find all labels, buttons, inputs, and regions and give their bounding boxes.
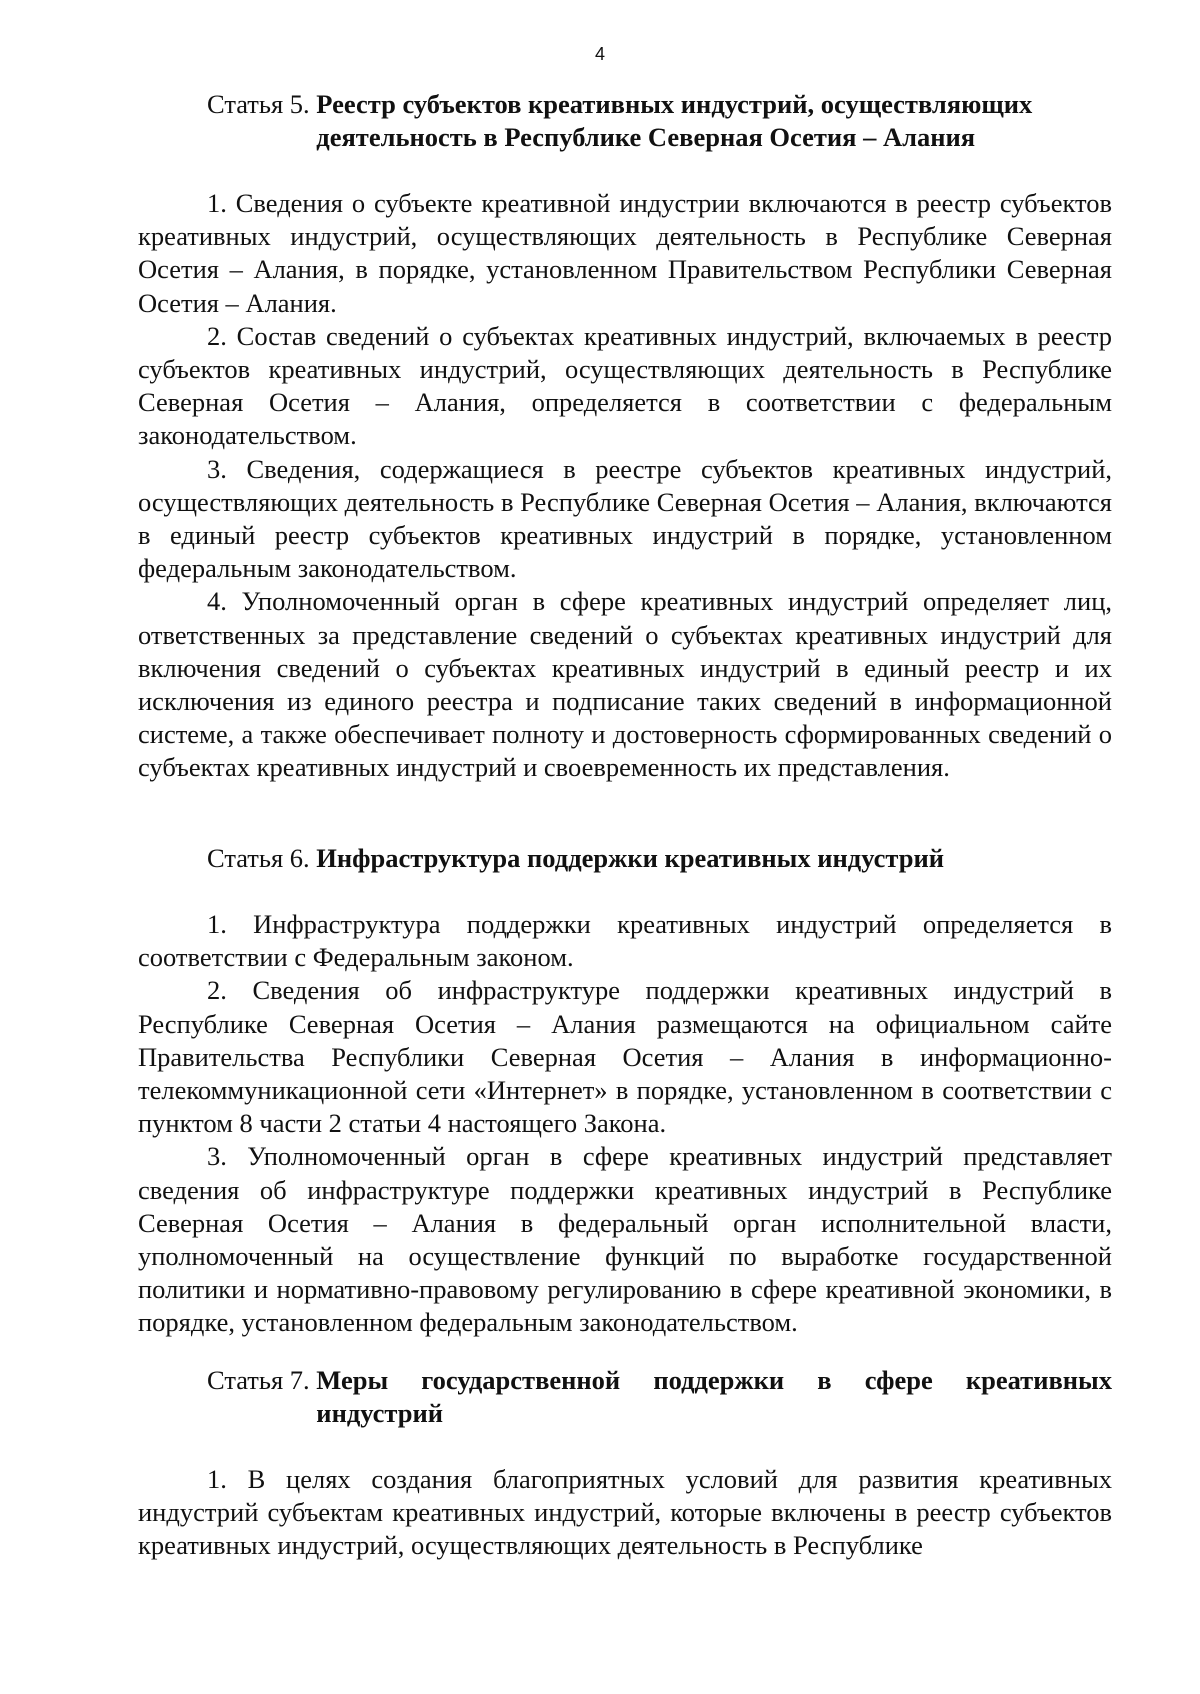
article-5-paragraph-1: 1. Сведения о субъекте креативной индустрии включаются в реестр субъектов креативных индустрий, осуществляющих деятельность в Республике Северная Осетия – Алания, в порядке, установленном Правительством Республики Северная Осетия – Алания.	[138, 188, 1112, 318]
page-number: 4	[594, 44, 605, 64]
article-7-heading	[138, 1364, 1112, 1430]
article-6-paragraph-3: 3. Уполномоченный орган в сфере креативных индустрий представляет сведения об инфраструктуре поддержки креативных индустрий в Республике Северная Осетия – Алания в федеральный орган исполнительной власти, уполномоченный на осуществление функций по выработке государственной политики и нормативно-правовому регулированию в сфере креативной экономики, в порядке, установленном федеральным законодательством.	[138, 1141, 1112, 1338]
article-7	[138, 1364, 1112, 1563]
article-6-paragraph-1: 1. Инфраструктура поддержки креативных индустрий определяется в соответствии с Федеральным законом.	[138, 909, 1112, 973]
article-6-title: Инфраструктура поддержки креативных индустрий	[316, 843, 945, 873]
article-6-paragraph-2: 2. Сведения об инфраструктуре поддержки креативных индустрий в Республике Северная Осетия – Алания размещаются на официальном сайте Правительства Республики Северная Осетия – Алания в информационно-телекоммуникационной сети «Интернет» в порядке, установленном в соответствии с пунктом 8 части 2 статьи 4 настоящего Закона.	[138, 975, 1112, 1139]
article-5-paragraph-4: 4. Уполномоченный орган в сфере креативных индустрий определяет лиц, ответственных за представление сведений о субъектах креативных индустрий для включения сведений о субъектах креативных индустрий в единый реестр и их исключения из единого реестра и подписание таких сведений в информационной системе, а также обеспечивает полноту и достоверность сформированных сведений о субъектах креативных индустрий и своевременность их представления.	[138, 586, 1112, 783]
article-5-paragraph-3: 3. Сведения, содержащиеся в реестре субъектов креативных индустрий, осуществляющих деятельность в Республике Северная Осетия – Алания, включаются в единый реестр субъектов креативных индустрий в порядке, установленном федеральным законодательством.	[138, 453, 1112, 584]
article-5	[138, 88, 1112, 785]
article-5-heading	[138, 88, 1112, 154]
article-6-heading	[138, 842, 1112, 875]
article-5-title: Реестр субъектов креативных индустрий, осуществляющих деятельность в Республике Северная Осетия – Алания	[316, 89, 1033, 152]
article-7-title: Меры государственной поддержки в сфере креативных индустрий	[316, 1365, 1112, 1428]
article-5-label: Статья 5.	[207, 89, 317, 119]
article-6-label: Статья 6.	[207, 843, 317, 873]
article-7-label: Статья 7.	[207, 1365, 317, 1395]
article-7-paragraph-1: 1. В целях создания благоприятных условий для развития креативных индустрий субъектам креативных индустрий, которые включены в реестр субъектов креативных индустрий, осуществляющих деятельность в Республике	[138, 1464, 1112, 1561]
article-6	[138, 842, 1112, 1340]
article-5-paragraph-2: 2. Состав сведений о субъектах креативных индустрий, включаемых в реестр субъектов креативных индустрий, осуществляющих деятельность в Республике Северная Осетия – Алания, определяется в соответствии с федеральным законодательством.	[138, 320, 1112, 451]
